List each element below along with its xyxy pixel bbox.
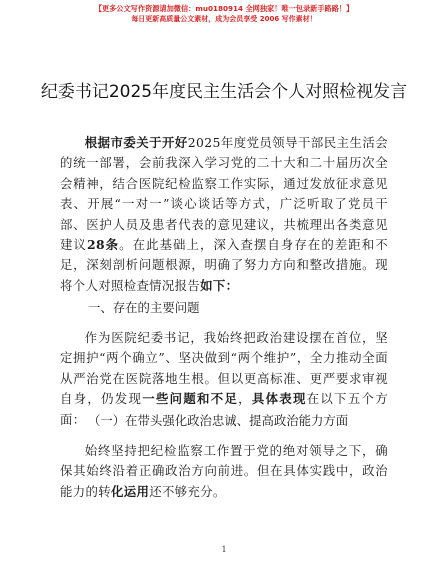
intro-end: 如下： <box>200 277 239 293</box>
intro-lead: 根据市委关于开好 <box>84 135 188 150</box>
section-1-end: 在以下五个方面： <box>60 391 388 427</box>
intro-body: 2025年度党员领导干部民主生活会的统一部署，会前我深入学习党的二十大和二十届历次全会精神，结合医院纪检监察工作实际，通过发放征求意见表、开展“一对一”谈心谈话等方式，广泛听取了党员干部、医护人员及患者代表的意见建议，共梳理出各类意见建议 <box>60 135 389 253</box>
subsection-1-body: 始终坚持把纪检监察工作置于党的绝对领导之下，确保其始终沿着正确政治方向前进。但在具体实践中，政治能力的转 <box>60 443 388 499</box>
intro-paragraph <box>60 133 388 296</box>
section-heading-1: 一、存在的主要问题 <box>88 300 200 315</box>
section-1-body: 作为医院纪委书记，我始终把政治建设摆在首位，坚定拥护“两个确立”、坚决做到“两个维护”，全力推动全面从严治党在医院落地生根。但以更高标准、更严要求审视自身，仍发现 <box>60 330 388 407</box>
intro-body-continued: 。在此基础上，深入查摆自身存在的差距和不足，深刻剖析问题根源，明确了努力方向和整改措施。现将个人对照检查情况报告 <box>60 237 389 293</box>
promo-banner-line-1: 【更多公文写作资源请加微信：mu0180914 全网独家！唯一包录新手路路！】 <box>94 4 354 13</box>
subsection-1-bold: 化运用 <box>110 483 150 499</box>
promo-banner <box>0 4 448 24</box>
section-1-comma: ， <box>238 391 252 407</box>
promo-banner-line-2: 每日更新高质量公文素材，成为会员享受 2006 写作素材！ <box>131 15 317 23</box>
section-1-bold-1: 一些问题和不足 <box>142 391 239 407</box>
document-title: 纪委书记2025年度民主生活会个人对照检视发言 <box>40 82 408 102</box>
intro-count: 28条 <box>86 237 120 253</box>
subsection-heading-1: （一）在带头强化政治忠诚、提高政治能力方面 <box>88 413 349 428</box>
subsection-1-paragraph <box>60 441 388 502</box>
page-number: 1 <box>221 545 227 554</box>
subsection-1-end: 还不够充分。 <box>149 483 226 499</box>
section-1-bold-2: 具体表现 <box>251 391 307 407</box>
